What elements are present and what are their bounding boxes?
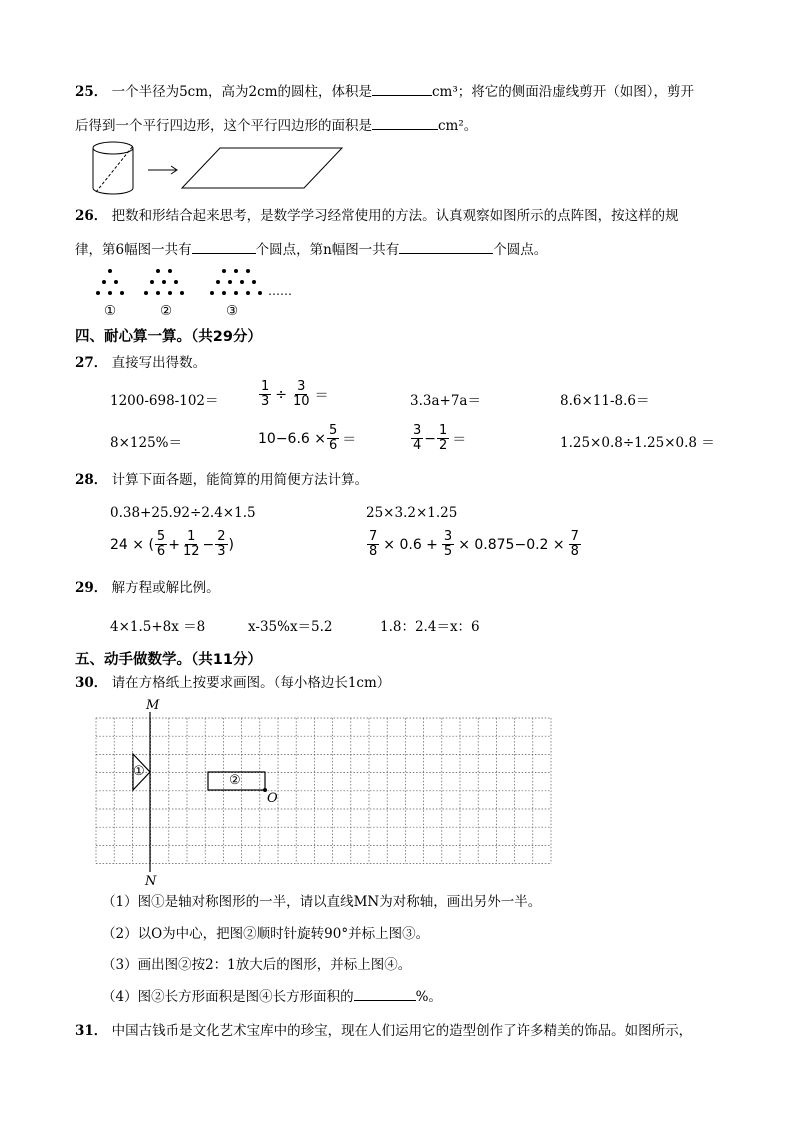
q26-text-c: 个圆点，第n幅图一共有 xyxy=(255,242,400,258)
q31-number: 31． xyxy=(75,1023,108,1039)
q28-text: 计算下面各题，能简算的用简便方法计算。 xyxy=(111,472,369,488)
q30-part-4 xyxy=(102,987,442,1006)
grid-lines xyxy=(96,718,551,864)
q29-number: 29． xyxy=(75,580,108,596)
q28-expr-3: 24 × ( $\frac{5}{6}$ + $\frac{1}{12}$ − $\frac{2}{3}$ ) xyxy=(110,529,234,559)
q26-text-b: 律，第6幅图一共有 xyxy=(75,242,192,258)
q27-expr-r2c4: 1.25×0.8÷1.25×0.8 ＝ xyxy=(560,435,715,451)
fraction: $\frac{7}{8}$ xyxy=(369,529,378,559)
fraction: $\frac{3}{4}$ xyxy=(413,423,422,453)
q27-expr-r1c4: 8.6×11-8.6＝ xyxy=(560,393,650,409)
fraction: $\frac{3}{5}$ xyxy=(443,529,453,559)
fraction: $\frac{3}{10}$ xyxy=(293,379,310,409)
q30-part-4-unit: %。 xyxy=(415,989,442,1005)
q25-text-b: cm³；将它的侧面沿虚线剪开（如图），剪开 xyxy=(432,84,695,100)
section-4-heading: 四、耐心算一算。（共29分） xyxy=(75,329,262,345)
q30-text: 请在方格纸上按要求画图。（每小格边长1cm） xyxy=(111,675,391,691)
q30-part-2: （2）以O为中心，把图②顺时针旋转90°并标上图③。 xyxy=(102,926,430,942)
dot-label-3: ③ xyxy=(226,303,239,319)
q26-text-d: 个圆点。 xyxy=(493,242,548,258)
q27-expr-r2c3: $\frac{3}{4}$ − $\frac{1}{2}$ ＝ xyxy=(413,423,467,453)
label-m: M xyxy=(146,698,160,713)
q29-expr-1: 4×1.5+8x ＝8 xyxy=(110,619,206,635)
fraction: $\frac{1}{2}$ xyxy=(439,423,448,453)
dot-label-2: ② xyxy=(160,303,173,319)
fraction: $\frac{1}{3}$ xyxy=(261,379,270,409)
fraction: $\frac{2}{3}$ xyxy=(217,529,226,559)
q27-expr-r1c1: 1200-698-102＝ xyxy=(110,393,219,409)
q25-text-c: 后得到一个平行四边形，这个平行四边形的面积是 xyxy=(75,118,372,134)
fraction: $\frac{1}{12}$ xyxy=(182,529,200,559)
q25-text-d: cm²。 xyxy=(438,118,478,134)
section-5-heading: 五、动手做数学。（共11分） xyxy=(75,652,262,668)
fraction: $\frac{5}{6}$ xyxy=(329,423,338,453)
q27-expr-r2c1: 8×125%＝ xyxy=(110,435,182,451)
q27-expr-r1c2: $\frac{1}{3}$ ÷ $\frac{3}{10}$ ＝ xyxy=(261,379,329,409)
q27-expr-r2c2: 10−6.6 × $\frac{5}{6}$ ＝ xyxy=(258,423,357,453)
fraction: $\frac{7}{8}$ xyxy=(570,529,579,559)
q29-text: 解方程或解比例。 xyxy=(111,580,220,596)
dot-ellipsis: …… xyxy=(268,284,292,298)
figure-2-label: ② xyxy=(229,773,241,788)
q30-part-4-text: （4）图②长方形面积是图④长方形面积的 xyxy=(102,989,354,1005)
q31-line1 xyxy=(75,1022,692,1040)
q25-number: 25． xyxy=(75,84,108,100)
label-o: O xyxy=(267,791,278,806)
q28-expr-4: $\frac{7}{8}$ × 0.6 + $\frac{3}{5}$ × 0.875−0.2 × $\frac{7}{8}$ xyxy=(369,529,579,559)
q27-number: 27． xyxy=(75,355,108,371)
q26-text-a: 把数和形结合起来思考，是数学学习经常使用的方法。认真观察如图所示的点阵图，按这样的规 xyxy=(111,208,679,224)
q29-expr-3: 1.8：2.4＝x：6 xyxy=(380,619,480,635)
q29-expr-2: x-35%x＝5.2 xyxy=(248,619,333,635)
figure-1-label: ① xyxy=(133,764,145,779)
q30-part-3: （3）画出图②按2：1放大后的图形，并标上图④。 xyxy=(102,957,412,973)
q28-number: 28． xyxy=(75,472,108,488)
q25-text-a: 一个半径为5cm，高为2cm的圆柱，体积是 xyxy=(111,84,372,100)
q26-number: 26． xyxy=(75,208,108,224)
q28-expr-2: 25×3.2×1.25 xyxy=(366,505,458,521)
q27-text: 直接写出得数。 xyxy=(111,355,207,371)
fraction: $\frac{5}{6}$ xyxy=(156,529,166,559)
q27-expr-r1c3: 3.3a+7a＝ xyxy=(410,393,481,409)
dot-label-1: ① xyxy=(104,303,117,319)
q30-part-1: （1）图①是轴对称图形的一半，请以直线MN为对称轴，画出另外一半。 xyxy=(102,894,542,910)
q30-number: 30． xyxy=(75,675,108,691)
q28-expr-1: 0.38+25.92÷2.4×1.5 xyxy=(110,505,256,521)
label-n: N xyxy=(145,874,157,889)
q30-answer-blank[interactable] xyxy=(354,987,416,1001)
q31-text: 中国古钱币是文化艺术宝库中的珍宝，现在人们运用它的造型创作了许多精美的饰品。如图所示， xyxy=(111,1023,693,1039)
